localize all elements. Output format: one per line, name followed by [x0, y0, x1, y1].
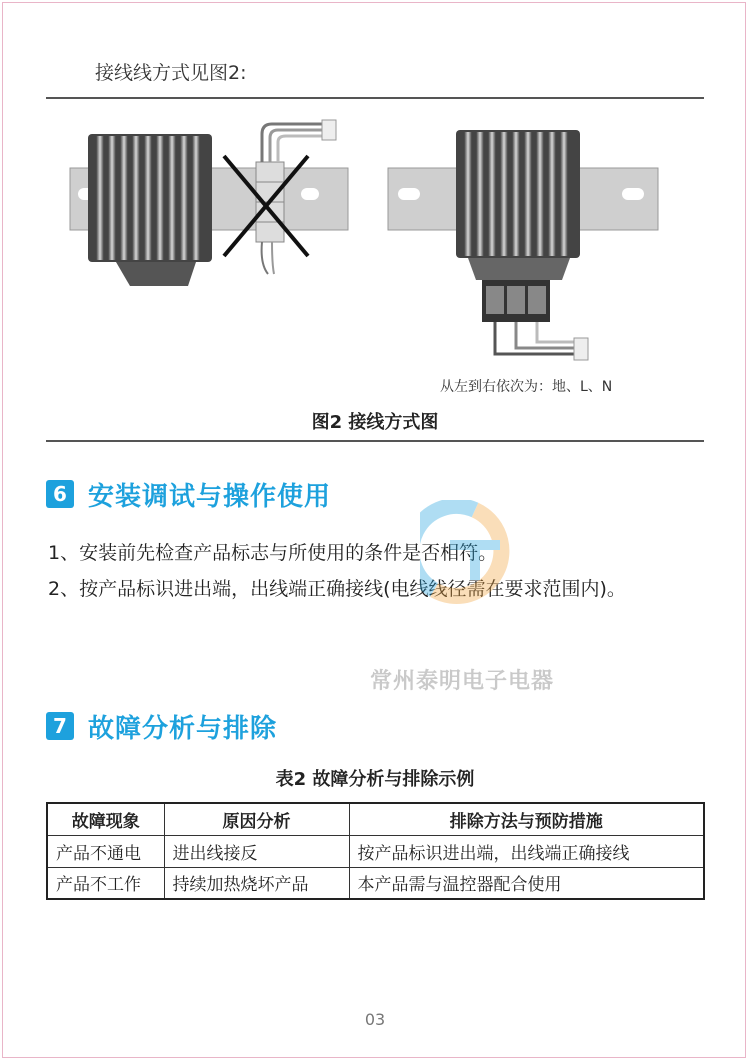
table-header-row — [47, 803, 704, 835]
list-item: 2、按产品标识进出端，出线端正确接线(电线线径需在要求范围内)。 — [48, 578, 626, 600]
heater-base — [116, 262, 196, 286]
column-header: 排除方法与预防措施 — [349, 803, 704, 835]
section-6-heading — [46, 476, 331, 512]
table-cell: 本产品需与温控器配合使用 — [349, 867, 704, 899]
watermark-text: 常州泰明电子电器 — [370, 669, 555, 694]
section-title: 故障分析与排除 — [88, 713, 278, 744]
table-title: 表2 故障分析与排除示例 — [275, 769, 475, 790]
top-divider — [46, 97, 704, 99]
wiring-diagram — [46, 104, 704, 404]
company-logo-watermark — [420, 500, 530, 650]
figure-caption-note: 从左到右依次为：地、L、N — [440, 379, 613, 395]
intro-text: 接线线方式见图2: — [95, 62, 247, 84]
section-7-heading — [46, 708, 277, 744]
section-number-badge: 6 — [46, 480, 74, 508]
table-cell: 产品不工作 — [47, 867, 164, 899]
list-item: 1、安装前先检查产品标志与所使用的条件是否相符。 — [48, 542, 498, 564]
table-row — [47, 835, 704, 867]
section-title: 安装调试与操作使用 — [88, 481, 332, 512]
table-cell: 按产品标识进出端，出线端正确接线 — [349, 835, 704, 867]
page-number: 03 — [364, 1010, 386, 1029]
table-cell: 进出线接反 — [164, 835, 349, 867]
table-cell: 持续加热烧坏产品 — [164, 867, 349, 899]
fault-table — [46, 802, 705, 900]
table-cell: 产品不通电 — [47, 835, 164, 867]
table-row — [47, 867, 704, 899]
column-header: 故障现象 — [47, 803, 164, 835]
section-number-badge: 7 — [46, 712, 74, 740]
figure-title: 图2 接线方式图 — [311, 412, 439, 433]
column-header: 原因分析 — [164, 803, 349, 835]
figure-bottom-divider — [46, 440, 704, 442]
incorrect-wiring-figure — [70, 120, 348, 286]
correct-wiring-figure — [388, 130, 658, 360]
